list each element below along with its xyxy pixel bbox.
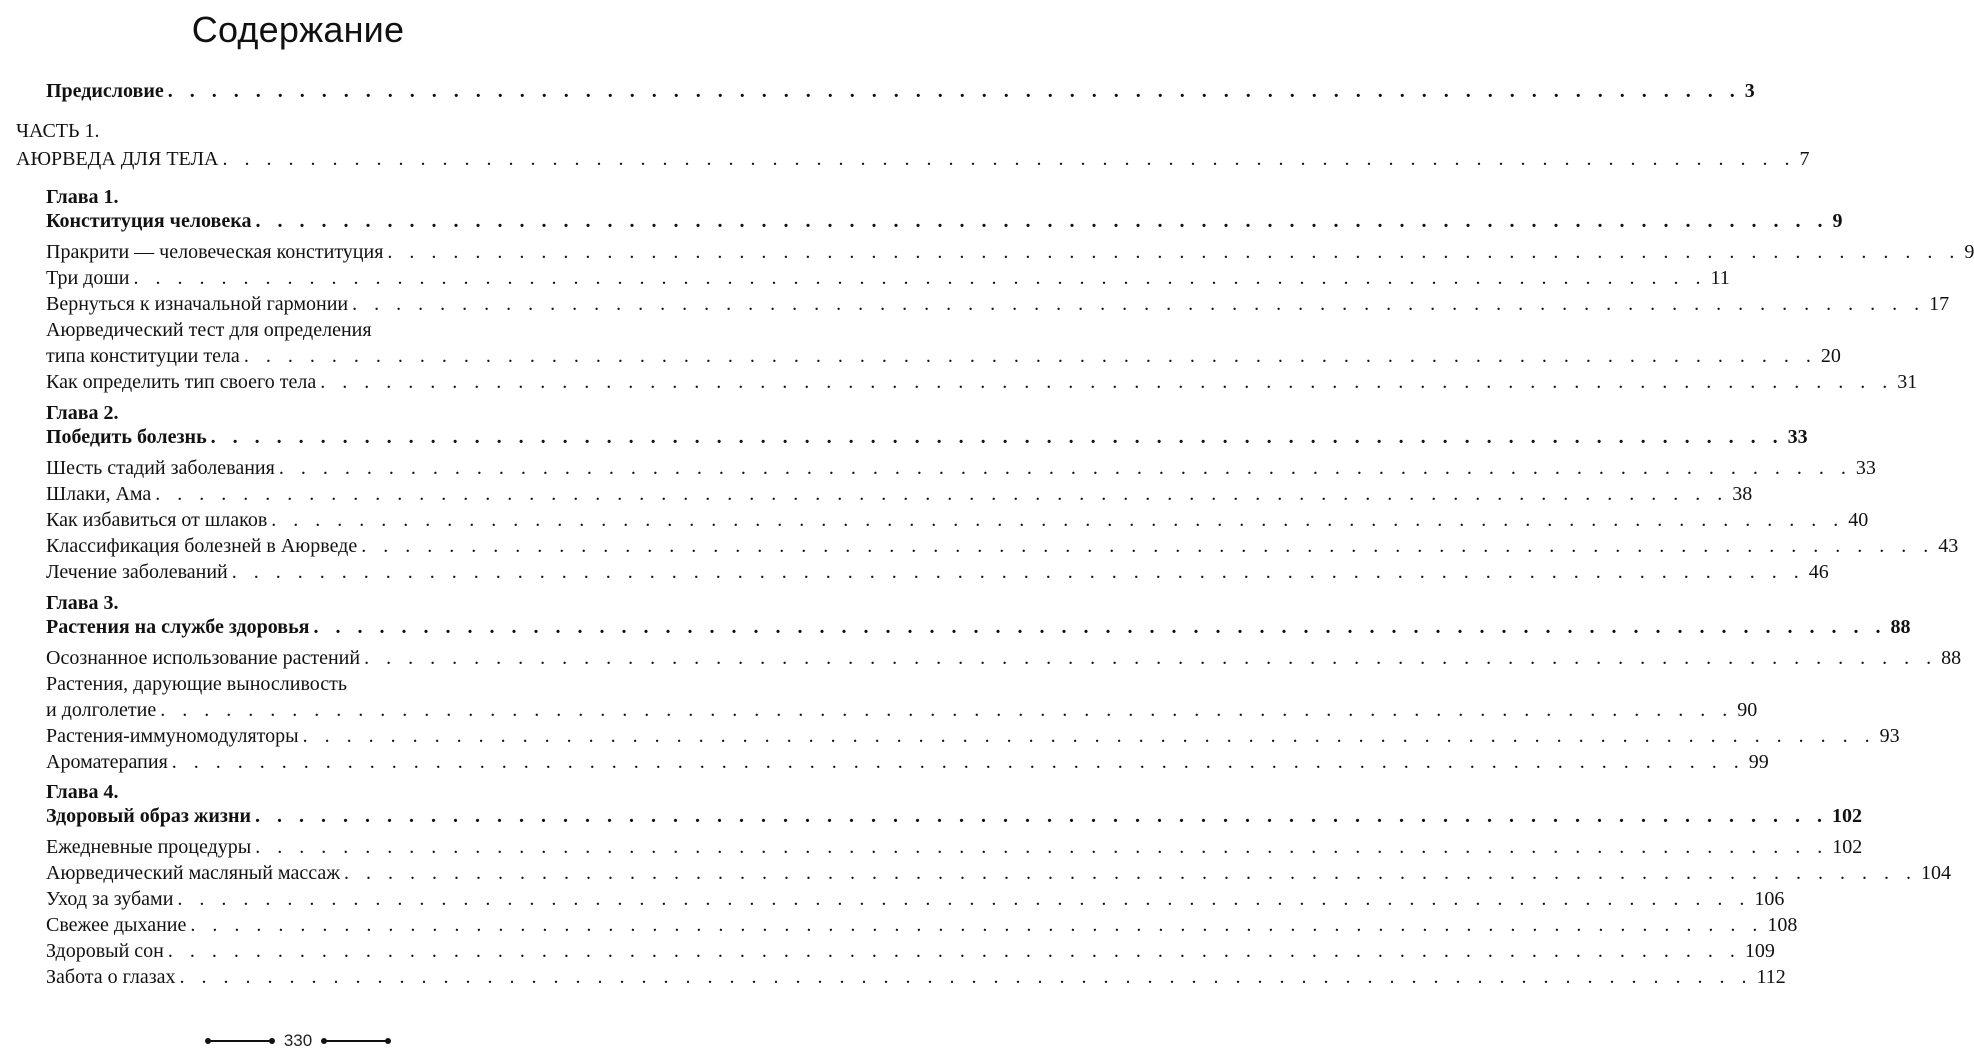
- toc-entry-label: Шлаки, Ама: [46, 483, 152, 505]
- dot-leader: . . . . . . . . . . . . . . . . . . . . . . . . . . . . . . . . . . . . . . . . . . . . . . . . . . . . . . . . . . . . . . . . . . . . . . . .: [352, 293, 1926, 315]
- toc-entry-part-1[interactable]: [16, 146, 1810, 172]
- dot-leader: . . . . . . . . . . . . . . . . . . . . . . . . . . . . . . . . . . . . . . . . . . . . . . . . . . . . . . . . . . . . . . . . . . . . . . . .: [320, 371, 1894, 393]
- toc-entry[interactable]: [46, 533, 1959, 559]
- toc-page-number: 33: [1787, 426, 1808, 448]
- toc-page-number: 102: [1832, 836, 1863, 858]
- dot-leader: . . . . . . . . . . . . . . . . . . . . . . . . . . . . . . . . . . . . . . . . . . . . . . . . . . . . . . . . . . . . . . . . . . . . . . . .: [179, 966, 1753, 988]
- dot-leader: . . . . . . . . . . . . . . . . . . . . . . . . . . . . . . . . . . . . . . . . . . . . . . . . . . . . . . . . . . . . . . . . . . . . . . . .: [167, 940, 1741, 962]
- toc-entry-label: Шесть стадий заболевания: [46, 457, 275, 479]
- toc-entry-label: Забота о глазах: [46, 966, 176, 988]
- toc-entry[interactable]: [46, 481, 1753, 507]
- toc-entry[interactable]: [46, 265, 1730, 291]
- toc-entry-label: Ежедневные процедуры: [46, 836, 252, 858]
- toc-page-number: 20: [1820, 345, 1841, 367]
- dot-leader: . . . . . . . . . . . . . . . . . . . . . . . . . . . . . . . . . . . . . . . . . . . . . . . . . . . . . . . . . . . . . . . . . . . . . . . .: [344, 862, 1918, 884]
- toc-entry-label-line: Аюрведический тест для определения: [46, 319, 372, 341]
- toc-page-number: 93: [1879, 725, 1900, 747]
- dot-leader: . . . . . . . . . . . . . . . . . . . . . . . . . . . . . . . . . . . . . . . . . . . . . . . . . . . . . . . . . . . . . . . . . . . . . . . .: [243, 345, 1817, 367]
- toc-entry-chapter-4[interactable]: [46, 803, 1863, 829]
- dot-leader: . . . . . . . . . . . . . . . . . . . . . . . . . . . . . . . . . . . . . . . . . . . . . . . . . . . . . . . . . . . . . . . . . . . . . . . .: [133, 267, 1707, 289]
- toc-entry[interactable]: [46, 697, 1758, 723]
- toc-page-number: 88: [1890, 616, 1911, 638]
- dot-leader: . . . . . . . . . . . . . . . . . . . . . . . . . . . . . . . . . . . . . . . . . . . . . . . . . . . . . . . . . . . . . . . . . . . . . . . .: [271, 509, 1845, 531]
- toc-entry[interactable]: [46, 369, 1918, 395]
- toc-page-number: 106: [1754, 888, 1785, 910]
- dot-leader: . . . . . . . . . . . . . . . . . . . . . . . . . . . . . . . . . . . . . . . . . . . . . . . . . . . . . . . . . . . . . . . . . . . . . . . .: [210, 426, 1784, 448]
- dot-leader: . . . . . . . . . . . . . . . . . . . . . . . . . . . . . . . . . . . . . . . . . . . . . . . . . . . . . . . . . . . . . . . . . . . . . . . .: [222, 148, 1796, 170]
- dot-leader: . . . . . . . . . . . . . . . . . . . . . . . . . . . . . . . . . . . . . . . . . . . . . . . . . . . . . . . . . . . . . . . . . . . . . . . .: [255, 836, 1829, 858]
- toc-entry[interactable]: [46, 860, 1952, 886]
- toc-entry-chapter-2[interactable]: [46, 424, 1808, 450]
- toc-entry-label: АЮРВЕДА ДЛЯ ТЕЛА: [16, 148, 219, 170]
- toc-entry-label: Конституция человека: [46, 210, 252, 232]
- toc-entry-label: Свежее дыхание: [46, 914, 187, 936]
- toc-entry[interactable]: [46, 455, 1876, 481]
- dot-leader: . . . . . . . . . . . . . . . . . . . . . . . . . . . . . . . . . . . . . . . . . . . . . . . . . . . . . . . . . . . . . . . . . . . . . . . .: [302, 725, 1876, 747]
- toc-entry[interactable]: [46, 507, 1869, 533]
- toc-entry-label: Растения-иммуномодуляторы: [46, 725, 299, 747]
- toc-page-number: 40: [1848, 509, 1869, 531]
- toc-entry[interactable]: [46, 964, 1786, 990]
- chapter-label: Глава 4.: [46, 781, 119, 803]
- dot-leader: . . . . . . . . . . . . . . . . . . . . . . . . . . . . . . . . . . . . . . . . . . . . . . . . . . . . . . . . . . . . . . . . . . . . . . . .: [231, 561, 1805, 583]
- toc-entry-chapter-3[interactable]: [46, 614, 1911, 640]
- toc-page-number: 9: [1832, 210, 1843, 232]
- toc-entry[interactable]: [46, 834, 1863, 860]
- toc-entry[interactable]: [46, 886, 1785, 912]
- toc-page-number: 3: [1744, 80, 1755, 102]
- page-footer: [0, 1028, 596, 1054]
- toc-page-number: 31: [1897, 371, 1918, 393]
- toc-page-number: 9: [1964, 241, 1974, 263]
- dot-leader: . . . . . . . . . . . . . . . . . . . . . . . . . . . . . . . . . . . . . . . . . . . . . . . . . . . . . . . . . . . . . . . . . . . . . . . .: [167, 80, 1741, 102]
- toc-entry-label: типа конституции тела: [46, 345, 240, 367]
- toc-entry-label: Ароматерапия: [46, 751, 168, 773]
- toc-entry-label: Уход за зубами: [46, 888, 174, 910]
- dot-leader: . . . . . . . . . . . . . . . . . . . . . . . . . . . . . . . . . . . . . . . . . . . . . . . . . . . . . . . . . . . . . . . . . . . . . . . .: [255, 805, 1829, 827]
- toc-entry[interactable]: [46, 645, 1962, 671]
- footer-ornament-right: [324, 1040, 388, 1042]
- toc-entry-label: Вернуться к изначальной гармонии: [46, 293, 349, 315]
- toc-entry-label: Растения на службе здоровья: [46, 616, 310, 638]
- toc-entry[interactable]: [46, 559, 1829, 585]
- toc-entry-label: Классификация болезней в Аюрведе: [46, 535, 358, 557]
- toc-entry[interactable]: [46, 938, 1775, 964]
- toc-entry-label: Три доши: [46, 267, 130, 289]
- toc-entry[interactable]: [46, 343, 1841, 369]
- toc-entry[interactable]: [46, 749, 1769, 775]
- toc-page-number: 104: [1921, 862, 1952, 884]
- toc-page-number: 112: [1756, 966, 1786, 988]
- toc-entry-label: и долголетие: [46, 699, 157, 721]
- dot-leader: . . . . . . . . . . . . . . . . . . . . . . . . . . . . . . . . . . . . . . . . . . . . . . . . . . . . . . . . . . . . . . . . . . . . . . . .: [160, 699, 1734, 721]
- toc-entry[interactable]: [46, 239, 1974, 265]
- toc-page-number: 33: [1855, 457, 1876, 479]
- toc-entry[interactable]: [46, 291, 1950, 317]
- chapter-label: Глава 2.: [46, 402, 119, 424]
- toc-page-number: 43: [1938, 535, 1959, 557]
- toc-page-number: 7: [1799, 148, 1810, 170]
- toc-page-number: 102: [1832, 805, 1863, 827]
- toc-entry-label: Здоровый образ жизни: [46, 805, 252, 827]
- toc-entry-label: Как определить тип своего тела: [46, 371, 317, 393]
- chapter-label: Глава 3.: [46, 592, 119, 614]
- dot-leader: . . . . . . . . . . . . . . . . . . . . . . . . . . . . . . . . . . . . . . . . . . . . . . . . . . . . . . . . . . . . . . . . . . . . . . . .: [364, 647, 1938, 669]
- toc-page-number: 17: [1929, 293, 1950, 315]
- toc-entry-label: Предисловие: [46, 80, 164, 102]
- dot-leader: . . . . . . . . . . . . . . . . . . . . . . . . . . . . . . . . . . . . . . . . . . . . . . . . . . . . . . . . . . . . . . . . . . . . . . . .: [190, 914, 1764, 936]
- dot-leader: . . . . . . . . . . . . . . . . . . . . . . . . . . . . . . . . . . . . . . . . . . . . . . . . . . . . . . . . . . . . . . . . . . . . . . . .: [313, 616, 1887, 638]
- toc-entry-chapter-1[interactable]: [46, 208, 1843, 234]
- dot-leader: . . . . . . . . . . . . . . . . . . . . . . . . . . . . . . . . . . . . . . . . . . . . . . . . . . . . . . . . . . . . . . . . . . . . . . . .: [177, 888, 1751, 910]
- toc-entry[interactable]: [46, 723, 1900, 749]
- toc-entry[interactable]: [46, 912, 1798, 938]
- toc-page-number: 109: [1744, 940, 1775, 962]
- toc-entry-label-line: Растения, дарующие выносливость: [46, 673, 347, 695]
- page-number: 330: [283, 1031, 313, 1050]
- toc-entry-label: Пракрити — человеческая конституция: [46, 241, 384, 263]
- toc-entry-label: Лечение заболеваний: [46, 561, 228, 583]
- toc-page-number: 90: [1737, 699, 1758, 721]
- dot-leader: . . . . . . . . . . . . . . . . . . . . . . . . . . . . . . . . . . . . . . . . . . . . . . . . . . . . . . . . . . . . . . . . . . . . . . . .: [171, 751, 1745, 773]
- toc-page-number: 11: [1710, 267, 1730, 289]
- toc-page-number: 46: [1808, 561, 1829, 583]
- dot-leader: . . . . . . . . . . . . . . . . . . . . . . . . . . . . . . . . . . . . . . . . . . . . . . . . . . . . . . . . . . . . . . . . . . . . . . . .: [278, 457, 1852, 479]
- toc-page-number: 38: [1732, 483, 1753, 505]
- toc-entry-label: Как избавиться от шлаков: [46, 509, 268, 531]
- toc-page-number: 99: [1748, 751, 1769, 773]
- toc-entry-label: Осознанное использование растений: [46, 647, 361, 669]
- part-heading: ЧАСТЬ 1.: [16, 120, 100, 142]
- toc-page-number: 88: [1941, 647, 1962, 669]
- toc-entry-label: Аюрведический масляный массаж: [46, 862, 341, 884]
- toc-entry-label: Победить болезнь: [46, 426, 207, 448]
- footer-ornament-left: [208, 1040, 272, 1042]
- toc-page-number: 108: [1767, 914, 1798, 936]
- dot-leader: . . . . . . . . . . . . . . . . . . . . . . . . . . . . . . . . . . . . . . . . . . . . . . . . . . . . . . . . . . . . . . . . . . . . . . . .: [387, 241, 1961, 263]
- dot-leader: . . . . . . . . . . . . . . . . . . . . . . . . . . . . . . . . . . . . . . . . . . . . . . . . . . . . . . . . . . . . . . . . . . . . . . . .: [155, 483, 1729, 505]
- page-title: Содержание: [191, 9, 405, 50]
- chapter-label: Глава 1.: [46, 186, 119, 208]
- dot-leader: . . . . . . . . . . . . . . . . . . . . . . . . . . . . . . . . . . . . . . . . . . . . . . . . . . . . . . . . . . . . . . . . . . . . . . . .: [361, 535, 1935, 557]
- dot-leader: . . . . . . . . . . . . . . . . . . . . . . . . . . . . . . . . . . . . . . . . . . . . . . . . . . . . . . . . . . . . . . . . . . . . . . . .: [255, 210, 1829, 232]
- toc-entry-preface[interactable]: [46, 78, 1755, 104]
- toc-entry-label: Здоровый сон: [46, 940, 164, 962]
